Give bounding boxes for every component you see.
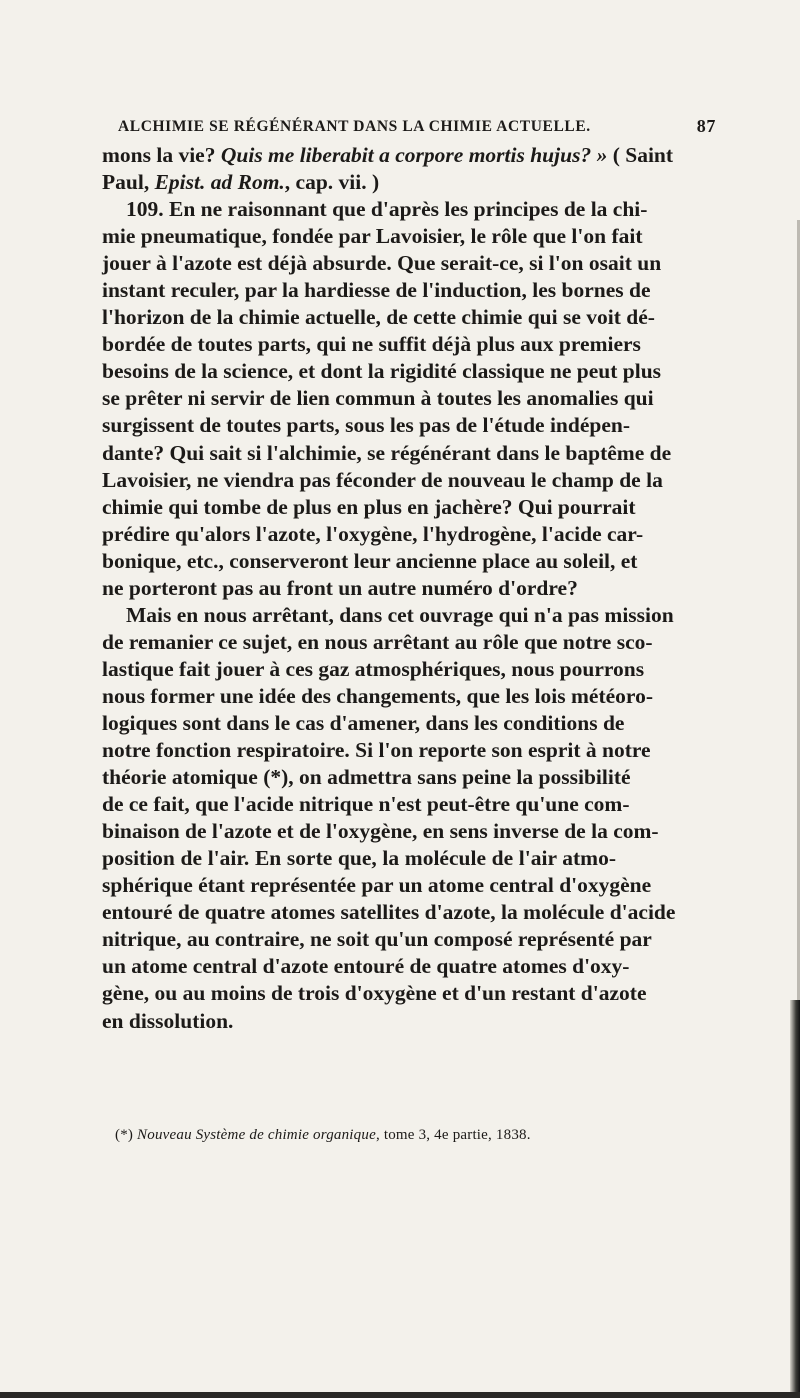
text-line xyxy=(102,764,631,791)
text-line xyxy=(102,602,674,629)
text-segment: binaison de l'azote et de l'oxygène, en sens inverse de la com- xyxy=(102,819,659,844)
text-segment: notre fonction respiratoire. Si l'on reporte son esprit à notre xyxy=(102,738,651,763)
running-title: ALCHIMIE SE RÉGÉNÉRANT DANS LA CHIMIE ACTUELLE. xyxy=(118,118,591,135)
text-segment: en dissolution. xyxy=(102,1008,234,1033)
text-line xyxy=(102,845,616,872)
text-line xyxy=(102,575,616,602)
text-line xyxy=(102,142,674,169)
italic-text: Epist. ad Rom. xyxy=(154,170,285,195)
text-segment: ne porteront pas au front un autre numéro d'ordre? xyxy=(102,575,578,600)
text-line xyxy=(102,980,647,1007)
text-line xyxy=(102,467,663,494)
text-segment: dante? Qui sait si l'alchimie, se régénérant dans le baptême de xyxy=(102,440,672,465)
text-segment: logiques sont dans le cas d'amener, dans les conditions de xyxy=(102,710,625,735)
text-segment: Lavoisier, ne viendra pas féconder de nouveau le champ de la xyxy=(102,467,663,492)
text-line xyxy=(102,710,625,737)
text-line xyxy=(102,521,644,548)
text-line xyxy=(102,277,651,304)
text-segment: entouré de quatre atomes satellites d'azote, la molécule d'acide xyxy=(102,900,676,925)
text-segment: nous former une idée des changements, que les lois météoro- xyxy=(102,683,653,708)
text-line xyxy=(102,629,653,656)
text-segment: prédire qu'alors l'azote, l'oxygène, l'hydrogène, l'acide car- xyxy=(102,521,644,546)
text-segment: théorie atomique (*), on admettra sans peine la possibilité xyxy=(102,765,631,790)
text-segment: Paul, xyxy=(102,170,155,195)
text-line xyxy=(102,440,672,467)
text-segment: un atome central d'azote entouré de quatre atomes d'oxy- xyxy=(102,954,630,979)
text-segment: ( Saint xyxy=(607,143,674,167)
text-line xyxy=(102,494,636,521)
text-line xyxy=(102,791,630,818)
text-line xyxy=(102,872,652,899)
text-segment: de ce fait, que l'acide nitrique n'est peut-être qu'une com- xyxy=(102,792,630,817)
text-line xyxy=(102,304,655,331)
bottom-edge xyxy=(0,1392,800,1398)
text-line xyxy=(102,818,659,845)
text-segment: jouer à l'azote est déjà absurde. Que serait-ce, si l'on osait un xyxy=(102,251,662,276)
text-line xyxy=(102,656,645,683)
text-line xyxy=(102,196,648,223)
text-line xyxy=(102,548,638,575)
text-segment: lastique fait jouer à ces gaz atmosphériques, nous pourrons xyxy=(102,656,645,681)
footnote-details: , tome 3, 4e partie, 1838. xyxy=(375,1127,531,1143)
text-line xyxy=(102,223,643,250)
text-segment: sphérique étant représentée par un atome central d'oxygène xyxy=(102,873,652,898)
text-line xyxy=(102,169,616,196)
text-segment: 109. En ne raisonnant que d'après les principes de la chi- xyxy=(126,197,648,222)
text-segment: chimie qui tombe de plus en plus en jachère? Qui pourrait xyxy=(102,494,636,519)
text-segment: se prêter ni servir de lien commun à toutes les anomalies qui xyxy=(102,386,654,411)
text-segment: Mais en nous arrêtant, dans cet ouvrage qui n'a pas mission xyxy=(126,602,674,627)
text-segment: instant reculer, par la hardiesse de l'induction, les bornes de xyxy=(102,278,651,303)
page-number: 87 xyxy=(696,116,716,136)
footnote-source-title: Nouveau Système de chimie organique xyxy=(137,1127,376,1143)
text-segment: mie pneumatique, fondée par Lavoisier, le rôle que l'on fait xyxy=(102,224,643,249)
italic-text: Quis me liberabit a corpore mortis hujus? » xyxy=(220,143,608,167)
footnote-marker: (*) xyxy=(115,1127,134,1143)
text-segment: besoins de la science, et dont la rigidité classique ne peut plus xyxy=(102,359,662,384)
text-segment: de remanier ce sujet, en nous arrêtant au rôle que notre sco- xyxy=(102,629,653,654)
text-segment: l'horizon de la chimie actuelle, de cette chimie qui se voit dé- xyxy=(102,305,655,330)
text-line xyxy=(102,250,662,277)
footnote xyxy=(115,1127,531,1144)
text-line xyxy=(102,412,630,439)
text-segment: , cap. vii. ) xyxy=(284,170,380,195)
text-segment: bordée de toutes parts, qui ne suffit déjà plus aux premiers xyxy=(102,332,641,357)
text-segment: mons la vie? xyxy=(102,143,221,167)
text-segment: position de l'air. En sorte que, la molécule de l'air atmo- xyxy=(102,846,616,871)
text-line xyxy=(102,683,653,710)
book-edge xyxy=(790,1000,800,1398)
body-text xyxy=(102,142,676,1035)
text-line xyxy=(102,899,676,926)
text-line xyxy=(102,331,641,358)
text-segment: bonique, etc., conserveront leur ancienne place au soleil, et xyxy=(102,548,638,573)
text-line xyxy=(102,737,651,764)
text-line xyxy=(102,1008,616,1035)
text-line xyxy=(102,953,630,980)
text-line xyxy=(102,926,652,953)
text-segment: gène, ou au moins de trois d'oxygène et d'un restant d'azote xyxy=(102,981,647,1006)
running-head xyxy=(118,118,716,138)
text-segment: surgissent de toutes parts, sous les pas de l'étude indépen- xyxy=(102,413,630,438)
text-line xyxy=(102,385,654,412)
text-line xyxy=(102,358,662,385)
text-segment: nitrique, au contraire, ne soit qu'un composé représenté par xyxy=(102,927,652,952)
